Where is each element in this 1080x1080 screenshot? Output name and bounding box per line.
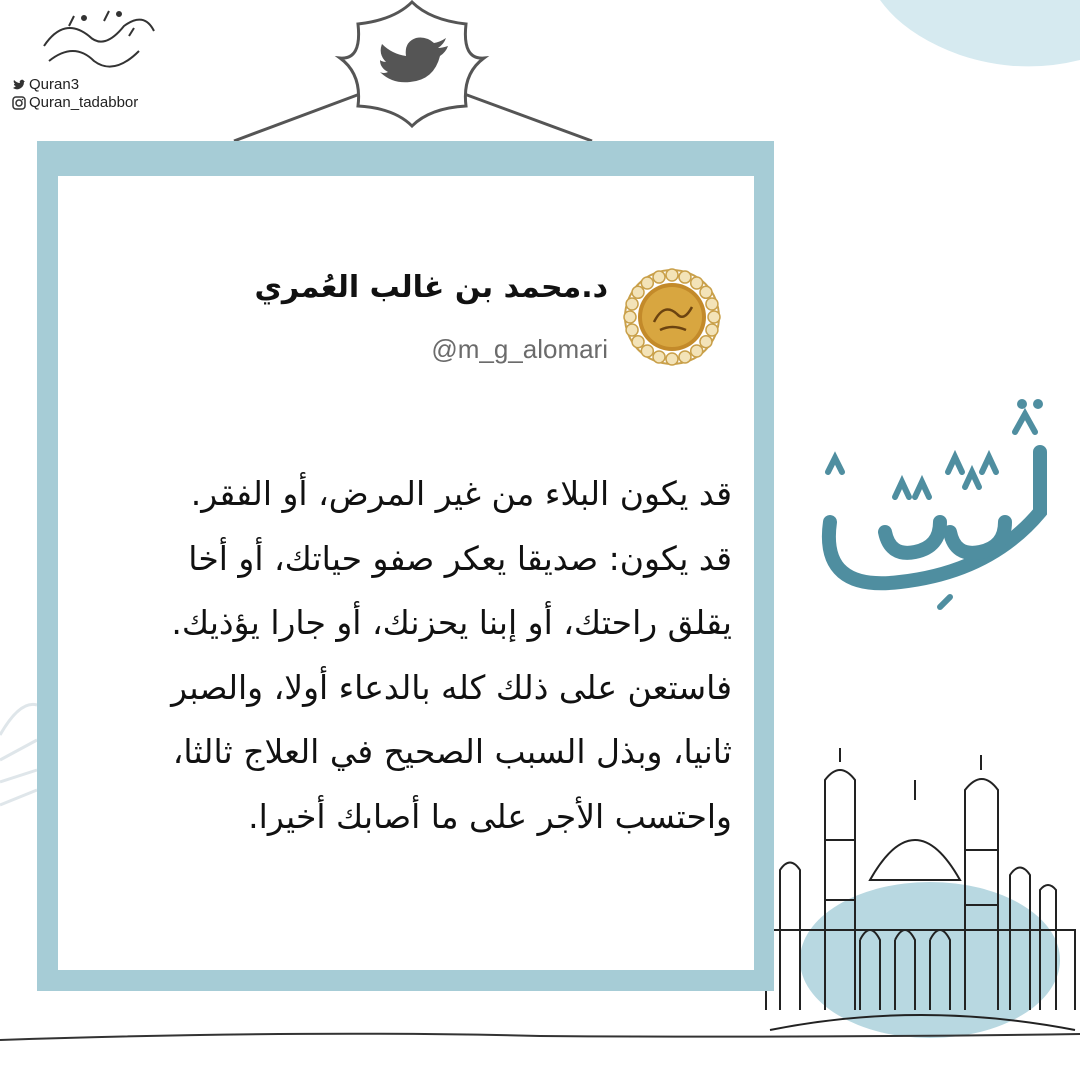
avatar-bead bbox=[626, 298, 638, 310]
avatar-bead bbox=[666, 353, 678, 365]
avatar-bead bbox=[706, 324, 718, 336]
avatar-bead bbox=[691, 345, 703, 357]
calligraphy-title bbox=[790, 392, 1080, 622]
tweet-line: واحتسب الأجر على ما أصابك أخيرا. bbox=[248, 796, 732, 836]
twitter-icon bbox=[12, 78, 26, 92]
author-handle[interactable]: @m_g_alomari bbox=[431, 334, 608, 364]
left-faint-lines bbox=[0, 704, 37, 805]
avatar-bead bbox=[624, 311, 636, 323]
avatar-bead bbox=[626, 324, 638, 336]
twitter-handle-line bbox=[12, 76, 79, 93]
avatar-bead bbox=[666, 269, 678, 281]
avatar-bead bbox=[679, 271, 691, 283]
tweet-line: ثانيا، وبذل السبب الصحيح في العلاج ثالثا، bbox=[172, 732, 732, 771]
twitter-bird-icon bbox=[340, 2, 484, 126]
avatar-bead bbox=[700, 336, 712, 348]
avatar-bead bbox=[706, 298, 718, 310]
top-right-blob bbox=[880, 0, 1080, 66]
tweet-line: قد يكون البلاء من غير المرض، أو الفقر. bbox=[190, 474, 732, 513]
tweet-line: فاستعن على ذلك كله بالدعاء أولا، والصبر bbox=[171, 667, 732, 707]
tweet-line: يقلق راحتك، أو إبنا يحزنك، أو جارا يؤذيك. bbox=[171, 603, 732, 642]
avatar-bead bbox=[641, 345, 653, 357]
tweet-body bbox=[82, 462, 732, 849]
avatar-bead bbox=[708, 311, 720, 323]
avatar-bead bbox=[641, 277, 653, 289]
twitter-handle: Quran3 bbox=[29, 76, 80, 93]
avatar-bead bbox=[700, 286, 712, 298]
calligraphy-logo bbox=[34, 6, 164, 76]
avatar-bead bbox=[632, 286, 644, 298]
avatar-bead bbox=[653, 351, 665, 363]
author-name: د.محمد بن غالب العُمري bbox=[254, 270, 608, 305]
instagram-handle: Quran_tadabbor bbox=[29, 94, 139, 111]
avatar-bead bbox=[691, 277, 703, 289]
watermark bbox=[12, 6, 182, 118]
avatar-bead bbox=[632, 336, 644, 348]
instagram-handle-line bbox=[12, 94, 138, 111]
avatar-bead bbox=[653, 271, 665, 283]
avatar bbox=[622, 252, 722, 382]
tweet-line: قد يكون: صديقا يعكر صفو حياتك، أو أخا bbox=[188, 538, 732, 578]
avatar-bead bbox=[679, 351, 691, 363]
instagram-icon bbox=[12, 96, 26, 110]
